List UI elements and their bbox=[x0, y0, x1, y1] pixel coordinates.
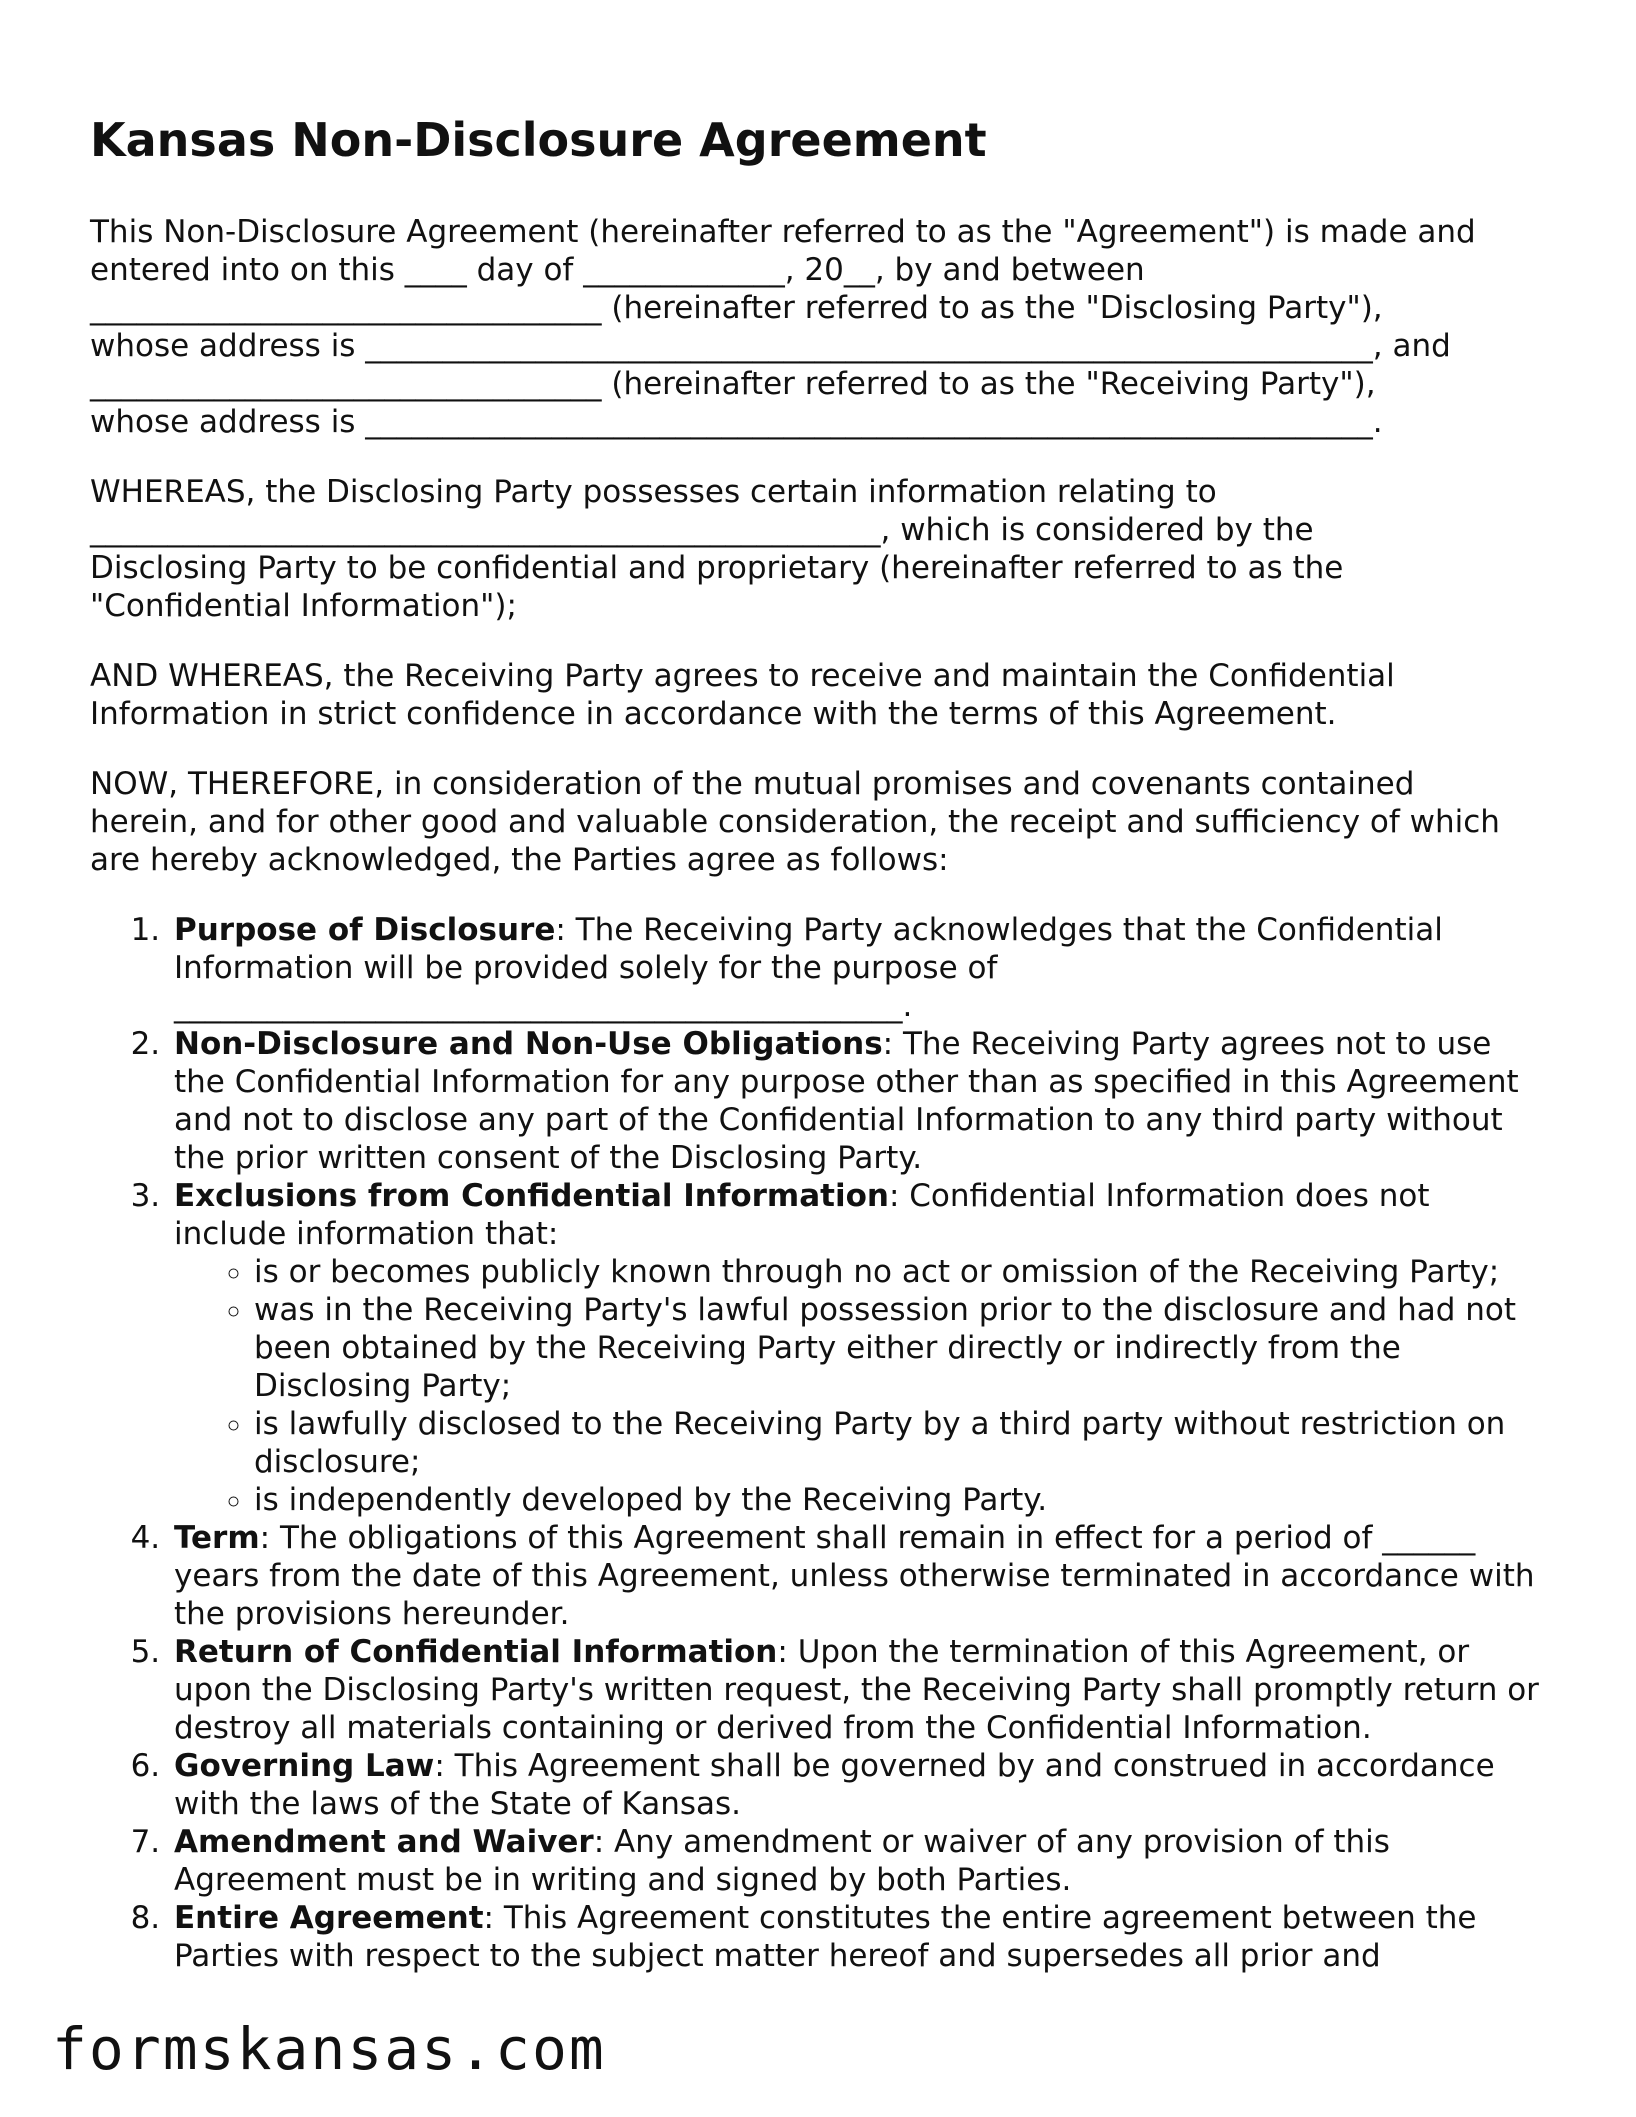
document-page bbox=[90, 105, 1550, 1975]
clause-heading: Return of Confidential Information bbox=[174, 1634, 778, 1670]
clause-heading: Purpose of Disclosure bbox=[174, 912, 556, 948]
whereas-paragraph: WHEREAS, the Disclosing Party possesses certain information relating to ___________________________________________________, which is considered by the Disclosing Party to be confidential and proprietary (hereinafter referred to as the "Confidential Information"); bbox=[90, 474, 1344, 624]
clause-item bbox=[170, 1177, 1550, 1519]
clause-list bbox=[90, 911, 1550, 1975]
clause-heading: Amendment and Waiver bbox=[174, 1824, 594, 1860]
clause-item bbox=[170, 911, 1550, 1025]
clause-heading: Entire Agreement bbox=[174, 1900, 484, 1936]
intro-paragraph: This Non-Disclosure Agreement (hereinafter referred to as the "Agreement") is made and entered into on this ____ day of _____________, 20__, by and between _________________________________ (hereinafter referred to as the "Disclosing Party"), whose address is _________________________________________________________________, and _________________________________ (hereinafter referred to as the "Receiving Party"), whose address is _________________________________________________________________. bbox=[90, 214, 1476, 440]
site-watermark: formskansas.com bbox=[52, 2015, 606, 2083]
exclusion-item: ◦ is or becomes publicly known through no act or omission of the Receiving Party; bbox=[254, 1253, 1550, 1291]
exclusion-list bbox=[174, 1253, 1550, 1519]
clause-text: : The Receiving Party agrees not to use the Confidential Information for any purpose other than as specified in this Agreement and not to disclose any part of the Confidential Information to any third party without the prior written consent of the Disclosing Party. bbox=[174, 1026, 1519, 1176]
clause-text: : This Agreement shall be governed by and construed in accordance with the laws of the State of Kansas. bbox=[174, 1748, 1495, 1822]
clause-heading: Governing Law bbox=[174, 1748, 435, 1784]
exclusion-item: ◦ is lawfully disclosed to the Receiving Party by a third party without restriction on disclosure; bbox=[254, 1405, 1550, 1481]
clause-text: : Any amendment or waiver of any provision of this Agreement must be in writing and signed by both Parties. bbox=[174, 1824, 1390, 1898]
clause-text: : The obligations of this Agreement shall remain in effect for a period of ______ years from the date of this Agreement, unless otherwise terminated in accordance with the provisions hereunder. bbox=[174, 1520, 1535, 1632]
clause-item bbox=[170, 1025, 1550, 1177]
clause-heading: Exclusions from Confidential Information bbox=[174, 1178, 889, 1214]
clause-heading: Term bbox=[174, 1520, 260, 1556]
document-title: Kansas Non-Disclosure Agreement bbox=[90, 113, 987, 167]
clause-item bbox=[170, 1519, 1550, 1633]
clause-item bbox=[170, 1633, 1550, 1747]
clause-item bbox=[170, 1823, 1550, 1899]
clause-heading: Non-Disclosure and Non-Use Obligations bbox=[174, 1026, 883, 1062]
exclusion-item: ◦ is independently developed by the Receiving Party. bbox=[254, 1481, 1550, 1519]
clause-text: : Upon the termination of this Agreement, or upon the Disclosing Party's written request, the Receiving Party shall promptly return or destroy all materials containing or derived from the Confidential Information. bbox=[174, 1634, 1539, 1746]
clause-text: : This Agreement constitutes the entire agreement between the Parties with respect to the subject matter hereof and supersedes all prior and bbox=[174, 1900, 1477, 1974]
clause-item bbox=[170, 1747, 1550, 1823]
clause-item bbox=[170, 1899, 1550, 1975]
exclusion-item: ◦ was in the Receiving Party's lawful possession prior to the disclosure and had not been obtained by the Receiving Party either directly or indirectly from the Disclosing Party; bbox=[254, 1291, 1550, 1405]
and-whereas-paragraph: AND WHEREAS, the Receiving Party agrees to receive and maintain the Confidential Information in strict confidence in accordance with the terms of this Agreement. bbox=[90, 658, 1395, 732]
now-therefore-paragraph: NOW, THEREFORE, in consideration of the mutual promises and covenants contained herein, and for other good and valuable consideration, the receipt and sufficiency of which are hereby acknowledged, the Parties agree as follows: bbox=[90, 766, 1500, 878]
clause-text: : The Receiving Party acknowledges that the Confidential Information will be provided solely for the purpose of _______________________________________________. bbox=[174, 912, 1443, 1024]
clause-text: : Confidential Information does not include information that: bbox=[174, 1178, 1430, 1252]
